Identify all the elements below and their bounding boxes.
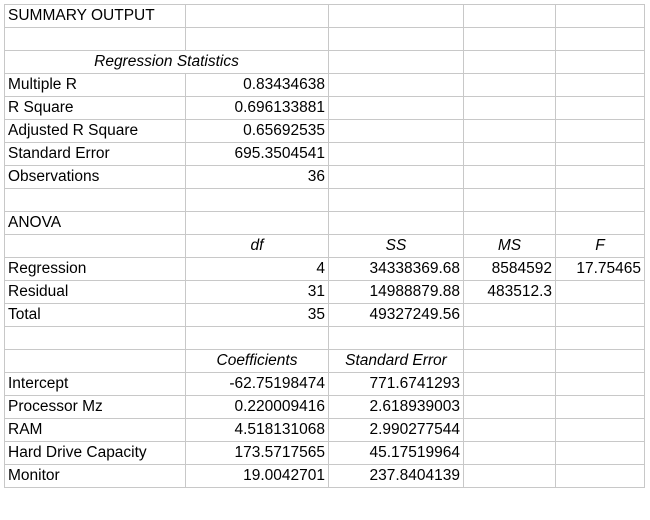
coefficient-value[interactable]: 4.518131068 <box>186 419 329 442</box>
cell[interactable] <box>556 166 645 189</box>
summary-output-sheet <box>4 4 645 488</box>
anova-df[interactable]: 31 <box>186 281 329 304</box>
cell[interactable] <box>464 396 556 419</box>
cell[interactable] <box>329 74 464 97</box>
cell[interactable] <box>5 327 186 350</box>
cell[interactable] <box>464 143 556 166</box>
cell[interactable] <box>186 5 329 28</box>
stat-value[interactable]: 0.696133881 <box>186 97 329 120</box>
cell[interactable] <box>186 28 329 51</box>
cell[interactable] <box>464 189 556 212</box>
cell[interactable] <box>329 5 464 28</box>
stat-row <box>5 143 645 166</box>
anova-header-row <box>5 235 645 258</box>
cell[interactable] <box>329 28 464 51</box>
cell[interactable] <box>556 143 645 166</box>
stat-value[interactable]: 695.3504541 <box>186 143 329 166</box>
cell[interactable] <box>556 419 645 442</box>
anova-ms[interactable] <box>464 304 556 327</box>
anova-title-row <box>5 212 645 235</box>
anova-ss[interactable]: 49327249.56 <box>329 304 464 327</box>
coefficients-header[interactable]: Coefficients <box>186 350 329 373</box>
anova-ss[interactable]: 14988879.88 <box>329 281 464 304</box>
coefficient-label[interactable]: Monitor <box>5 465 186 488</box>
standard-error-header[interactable]: Standard Error <box>329 350 464 373</box>
coefficients-header-row <box>5 350 645 373</box>
anova-title[interactable]: ANOVA <box>5 212 186 235</box>
blank-row <box>5 327 645 350</box>
anova-ms[interactable]: 483512.3 <box>464 281 556 304</box>
cell[interactable] <box>329 97 464 120</box>
stat-row <box>5 120 645 143</box>
coefficient-value[interactable]: 173.5717565 <box>186 442 329 465</box>
coefficient-row <box>5 465 645 488</box>
cell[interactable] <box>329 120 464 143</box>
cell[interactable] <box>329 327 464 350</box>
anova-f[interactable] <box>556 281 645 304</box>
anova-row <box>5 281 645 304</box>
coefficient-row <box>5 396 645 419</box>
stat-label[interactable]: Adjusted R Square <box>5 120 186 143</box>
cell[interactable] <box>464 74 556 97</box>
stat-label[interactable]: Standard Error <box>5 143 186 166</box>
standard-error-value[interactable]: 771.6741293 <box>329 373 464 396</box>
stat-label[interactable]: Multiple R <box>5 74 186 97</box>
cell[interactable] <box>329 51 464 74</box>
anova-label[interactable]: Regression <box>5 258 186 281</box>
summary-title[interactable]: SUMMARY OUTPUT <box>5 5 186 28</box>
cell[interactable] <box>556 350 645 373</box>
standard-error-value[interactable]: 2.618939003 <box>329 396 464 419</box>
cell[interactable] <box>464 28 556 51</box>
cell[interactable] <box>556 97 645 120</box>
title-row <box>5 5 645 28</box>
cell[interactable] <box>556 465 645 488</box>
cell[interactable] <box>464 327 556 350</box>
anova-ms[interactable]: 8584592 <box>464 258 556 281</box>
cell[interactable] <box>556 5 645 28</box>
stat-value[interactable]: 0.83434638 <box>186 74 329 97</box>
standard-error-value[interactable]: 237.8404139 <box>329 465 464 488</box>
cell[interactable] <box>464 373 556 396</box>
cell[interactable] <box>464 120 556 143</box>
coefficient-value[interactable]: 19.0042701 <box>186 465 329 488</box>
cell[interactable] <box>556 212 645 235</box>
cell[interactable] <box>556 74 645 97</box>
anova-label[interactable]: Residual <box>5 281 186 304</box>
stat-row <box>5 97 645 120</box>
cell[interactable] <box>5 28 186 51</box>
cell[interactable] <box>5 189 186 212</box>
cell[interactable] <box>464 350 556 373</box>
anova-df[interactable]: 35 <box>186 304 329 327</box>
stat-label[interactable]: Observations <box>5 166 186 189</box>
anova-row <box>5 304 645 327</box>
cell[interactable] <box>464 97 556 120</box>
coefficient-value[interactable]: -62.75198474 <box>186 373 329 396</box>
cell[interactable] <box>329 143 464 166</box>
cell[interactable] <box>464 51 556 74</box>
cell[interactable] <box>556 189 645 212</box>
stat-value[interactable]: 36 <box>186 166 329 189</box>
stat-value[interactable]: 0.65692535 <box>186 120 329 143</box>
cell[interactable] <box>556 442 645 465</box>
regression-statistics-header[interactable]: Regression Statistics <box>5 51 329 74</box>
cell[interactable] <box>186 189 329 212</box>
cell[interactable] <box>556 120 645 143</box>
stat-label[interactable]: R Square <box>5 97 186 120</box>
anova-f[interactable]: 17.75465 <box>556 258 645 281</box>
anova-header-blank[interactable] <box>5 235 186 258</box>
stat-row <box>5 74 645 97</box>
anova-header-ms[interactable]: MS <box>464 235 556 258</box>
coefficient-row <box>5 442 645 465</box>
anova-header-ss[interactable]: SS <box>329 235 464 258</box>
cell[interactable] <box>464 442 556 465</box>
coefficient-row <box>5 419 645 442</box>
coefficient-label[interactable]: RAM <box>5 419 186 442</box>
coefficients-header-blank[interactable] <box>5 350 186 373</box>
cell[interactable] <box>186 327 329 350</box>
coefficient-label[interactable]: Processor Mz <box>5 396 186 419</box>
cell[interactable] <box>464 419 556 442</box>
anova-header-f[interactable]: F <box>556 235 645 258</box>
cell[interactable] <box>556 28 645 51</box>
cell[interactable] <box>329 166 464 189</box>
stat-row <box>5 166 645 189</box>
anova-f[interactable] <box>556 304 645 327</box>
cell[interactable] <box>464 465 556 488</box>
cell[interactable] <box>186 212 329 235</box>
cell[interactable] <box>556 396 645 419</box>
anova-row <box>5 258 645 281</box>
cell[interactable] <box>556 327 645 350</box>
cell[interactable] <box>464 5 556 28</box>
anova-ss[interactable]: 34338369.68 <box>329 258 464 281</box>
coefficient-value[interactable]: 0.220009416 <box>186 396 329 419</box>
coefficient-row <box>5 373 645 396</box>
coefficient-label[interactable]: Intercept <box>5 373 186 396</box>
cell[interactable] <box>556 51 645 74</box>
anova-df[interactable]: 4 <box>186 258 329 281</box>
standard-error-value[interactable]: 45.17519964 <box>329 442 464 465</box>
regression-statistics-header-row <box>5 51 645 74</box>
cell[interactable] <box>329 212 464 235</box>
blank-row <box>5 28 645 51</box>
anova-label[interactable]: Total <box>5 304 186 327</box>
standard-error-value[interactable]: 2.990277544 <box>329 419 464 442</box>
anova-header-df[interactable]: df <box>186 235 329 258</box>
cell[interactable] <box>329 189 464 212</box>
cell[interactable] <box>556 373 645 396</box>
coefficient-label[interactable]: Hard Drive Capacity <box>5 442 186 465</box>
cell[interactable] <box>464 166 556 189</box>
blank-row <box>5 189 645 212</box>
cell[interactable] <box>464 212 556 235</box>
